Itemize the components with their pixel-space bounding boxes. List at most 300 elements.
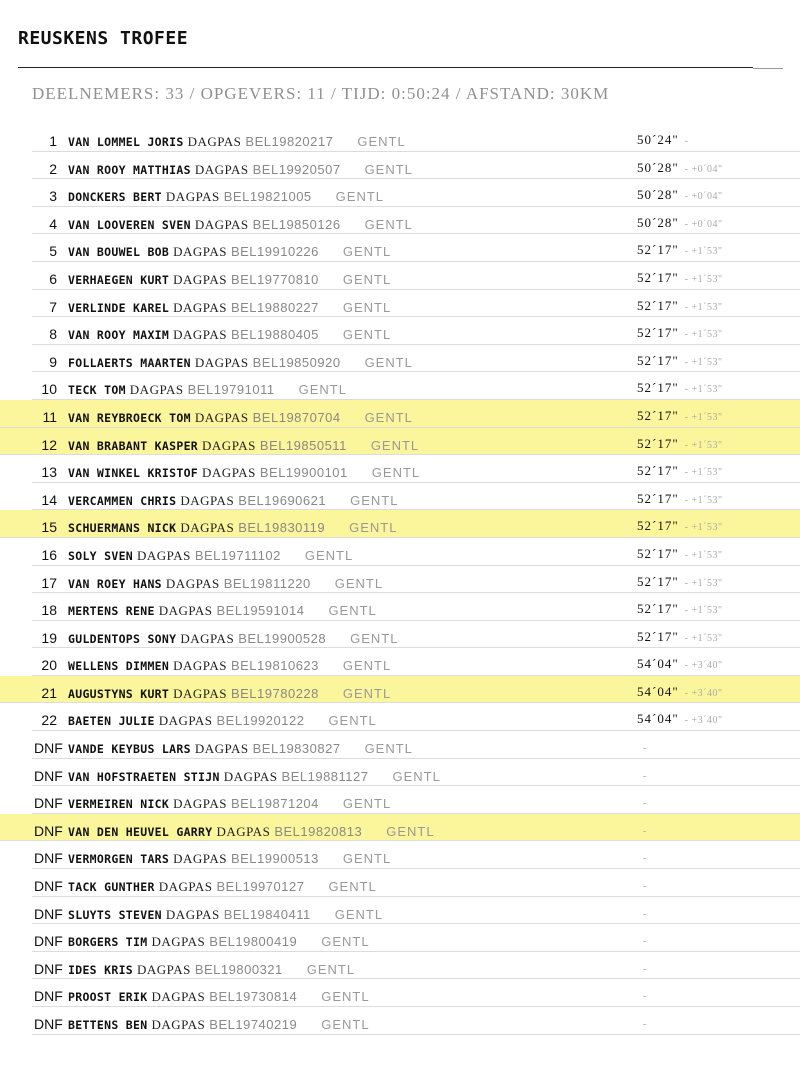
result-row [32, 234, 800, 262]
finish-time-value: 52´17" [637, 545, 679, 561]
license-number: BEL19800419 [209, 934, 298, 950]
result-row [32, 455, 800, 483]
finish-time-value: 52´17" [637, 573, 679, 589]
license-number: BEL19810623 [230, 658, 319, 674]
result-row [32, 703, 800, 731]
rank: 14 [41, 491, 57, 508]
athlete [68, 327, 391, 343]
pass-type: DAGPAS [194, 741, 249, 757]
club-name: GENTL [370, 437, 420, 453]
athlete-name[interactable]: VERHAEGEN KURT [68, 272, 170, 287]
finish-time-value: 52´17" [637, 380, 679, 396]
license-number: BEL19870704 [252, 409, 341, 425]
athlete [68, 907, 383, 923]
finish-time-value: 50´28" [637, 187, 679, 203]
time-gap: - +0´04" [684, 218, 723, 230]
pass-type: DAGPAS [216, 823, 271, 839]
pass-type: DAGPAS [151, 1017, 206, 1032]
license-number: BEL19970127 [216, 879, 305, 895]
pass-type: DAGPAS [180, 520, 235, 536]
license-number: BEL19840411 [223, 906, 311, 922]
athlete-name[interactable]: VAN LOMMEL JORIS [68, 135, 184, 149]
result-row [0, 428, 800, 456]
license-number: BEL19591014 [216, 603, 305, 619]
athlete [68, 189, 384, 205]
finish-time-value: 54´04" [637, 656, 679, 672]
club-name: GENTL [321, 989, 370, 1005]
result-row [32, 1007, 800, 1035]
athlete [68, 355, 413, 371]
athlete-name[interactable]: SOLY SVEN [68, 548, 134, 563]
result-row [32, 593, 800, 621]
finish-time [637, 876, 647, 894]
rank: DNF [34, 850, 63, 867]
athlete-name[interactable]: AUGUSTYNS KURT [68, 686, 170, 701]
pass-type: DAGPAS [137, 961, 191, 977]
athlete-name[interactable]: VAN LOOVEREN SVEN [68, 217, 191, 232]
finish-time [637, 269, 723, 287]
athlete [68, 465, 420, 481]
club-name: GENTL [371, 465, 421, 481]
time-gap: - +1´53" [684, 577, 723, 589]
athlete-name[interactable]: FOLLAERTS MAARTEN [68, 355, 191, 370]
finish-time [637, 517, 723, 535]
finish-time [637, 490, 723, 508]
finish-time [637, 766, 647, 784]
license-number: BEL19880405 [230, 327, 319, 343]
license-number: BEL19791011 [187, 382, 275, 398]
club-name: GENTL [342, 685, 392, 701]
license-number: BEL19830827 [252, 741, 341, 757]
athlete [68, 741, 413, 757]
finish-time [637, 379, 723, 397]
time-gap: - [684, 136, 689, 147]
result-row [32, 897, 800, 925]
athlete [68, 382, 347, 398]
finish-time [637, 848, 647, 866]
club-name: GENTL [342, 299, 392, 315]
rank: 7 [49, 298, 57, 315]
pass-type: DAGPAS [158, 879, 213, 895]
athlete-name[interactable]: TECK TOM [68, 383, 126, 398]
finish-time-value: 52´17" [637, 242, 679, 258]
pass-type: DAGPAS [223, 768, 278, 784]
pass-type: DAGPAS [173, 685, 227, 701]
results-list [32, 124, 800, 1035]
club-name: GENTL [342, 851, 392, 867]
time-gap: - +1´53" [684, 356, 723, 368]
finish-time-value: 52´17" [637, 628, 679, 644]
time-gap: - +3´40" [684, 660, 723, 672]
pass-type: DAGPAS [173, 271, 227, 287]
athlete [68, 134, 406, 150]
finish-time [637, 241, 723, 259]
athlete-name[interactable]: VAN ROOY MATTHIAS [68, 162, 191, 177]
time-gap: - [643, 908, 647, 920]
result-row [32, 538, 800, 566]
rank: DNF [34, 795, 63, 812]
time-gap: - +0´04" [684, 163, 723, 175]
finish-time [637, 545, 723, 563]
finish-time [637, 821, 647, 839]
finish-time [637, 959, 647, 977]
rank: 6 [49, 270, 57, 287]
pass-type: DAGPAS [194, 216, 249, 232]
finish-time-value: 52´17" [637, 407, 679, 423]
time-gap: - +1´53" [684, 329, 723, 341]
rank: 11 [42, 408, 57, 425]
pass-type: DAGPAS [129, 382, 184, 398]
finish-time [637, 655, 723, 673]
result-row [0, 400, 800, 428]
athlete-name[interactable]: VERLINDE KAREL [68, 300, 170, 315]
athlete-name[interactable]: BAETEN JULIE [68, 714, 155, 729]
pass-type: DAGPAS [173, 658, 227, 674]
athlete-name[interactable]: GULDENTOPS SONY [68, 631, 177, 646]
time-gap: - [643, 881, 647, 893]
athlete-name[interactable]: SLUYTS STEVEN [68, 907, 162, 922]
finish-time-value: 52´17" [637, 463, 679, 479]
club-name: GENTL [328, 713, 377, 729]
time-gap: - [643, 798, 647, 810]
finish-time [637, 628, 723, 646]
club-name: GENTL [328, 879, 377, 895]
club-name: GENTL [350, 492, 399, 508]
pass-type: DAGPAS [180, 630, 235, 646]
time-gap: - +1´53" [684, 384, 723, 396]
athlete-name[interactable]: VANDE KEYBUS LARS [68, 742, 191, 757]
athlete-name[interactable]: SCHUERMANS NICK [68, 521, 177, 536]
finish-time [637, 931, 647, 949]
athlete-name[interactable]: BETTENS BEN [68, 1018, 148, 1032]
finish-time [637, 1014, 647, 1032]
pass-type: DAGPAS [158, 603, 213, 619]
time-gap: - +1´53" [684, 632, 723, 644]
club-name: GENTL [349, 520, 398, 536]
athlete-name[interactable]: VERMORGEN TARS [68, 852, 170, 867]
pass-type: DAGPAS [158, 713, 213, 729]
result-row [32, 124, 800, 152]
finish-time-value: 54´04" [637, 683, 679, 699]
finish-time [637, 573, 723, 591]
athlete [68, 658, 391, 674]
pass-type: DAGPAS [165, 189, 220, 205]
club-name: GENTL [342, 796, 392, 812]
club-name: GENTL [335, 189, 385, 205]
result-row [0, 814, 800, 842]
license-number: BEL19811220 [223, 575, 311, 591]
pass-type: DAGPAS [173, 244, 227, 260]
club-name: GENTL [304, 547, 354, 563]
athlete-name[interactable]: VAN REYBROECK TOM [68, 410, 191, 425]
rank: 2 [49, 160, 57, 177]
license-number: BEL19881127 [281, 768, 369, 784]
result-row [32, 979, 800, 1007]
rank: DNF [34, 878, 63, 895]
title-divider [18, 67, 753, 68]
result-row [0, 676, 800, 704]
club-name: GENTL [306, 961, 356, 977]
pass-type: DAGPAS [173, 327, 227, 343]
result-row [32, 207, 800, 235]
result-row [32, 869, 800, 897]
time-gap: - [643, 743, 647, 755]
pass-type: DAGPAS [151, 989, 206, 1005]
result-row [32, 262, 800, 290]
club-name: GENTL [321, 1017, 370, 1032]
athlete [68, 300, 391, 316]
finish-time [637, 159, 723, 177]
rank: DNF [34, 822, 63, 839]
result-row [32, 621, 800, 649]
rank: 4 [49, 215, 57, 232]
finish-time [637, 462, 723, 480]
time-gap: - [643, 853, 647, 865]
club-name: GENTL [350, 630, 399, 646]
result-row [32, 841, 800, 869]
finish-time-value: 52´17" [637, 297, 679, 313]
pass-type: DAGPAS [165, 906, 220, 922]
time-gap: - +1´53" [684, 273, 723, 285]
time-gap: - [643, 991, 647, 1003]
pass-type: DAGPAS [187, 134, 242, 149]
athlete-name[interactable]: VAN ROOY MAXIM [68, 328, 170, 343]
athlete [68, 796, 391, 812]
finish-time-value: 50´28" [637, 159, 679, 175]
time-gap: - [643, 1019, 647, 1030]
finish-time [637, 324, 723, 342]
rank: 10 [41, 381, 57, 398]
rank: 5 [49, 243, 57, 260]
pass-type: DAGPAS [180, 492, 235, 508]
athlete [68, 934, 370, 950]
license-number: BEL19740219 [209, 1017, 298, 1032]
license-number: BEL19910226 [230, 244, 319, 260]
result-row [0, 510, 800, 538]
time-gap: - +1´53" [684, 549, 723, 561]
athlete-name[interactable]: WELLENS DIMMEN [68, 659, 170, 674]
athlete-name[interactable]: BORGERS TIM [68, 935, 148, 950]
athlete-name[interactable]: VAN BRABANT KASPER [68, 438, 199, 453]
athlete [68, 962, 355, 978]
athlete-name[interactable]: PROOST ERIK [68, 990, 148, 1005]
rank: 1 [49, 133, 57, 149]
club-name: GENTL [364, 216, 413, 232]
rank: 3 [49, 188, 57, 205]
athlete-name[interactable]: VAN BOUWEL BOB [68, 245, 170, 260]
rank: 15 [41, 519, 57, 536]
license-number: BEL19800321 [194, 961, 283, 977]
license-number: BEL19711102 [194, 547, 281, 563]
pass-type: DAGPAS [194, 161, 249, 177]
athlete [68, 272, 391, 288]
club-name: GENTL [364, 354, 413, 370]
club-name: GENTL [334, 906, 384, 922]
finish-time [637, 986, 647, 1004]
license-number: BEL19821005 [223, 189, 312, 205]
result-row [32, 317, 800, 345]
pass-type: DAGPAS [173, 299, 227, 315]
license-number: BEL19871204 [230, 796, 319, 812]
club-name: GENTL [328, 603, 377, 619]
license-number: BEL19850920 [252, 354, 341, 370]
result-row [32, 759, 800, 787]
club-name: GENTL [386, 823, 435, 839]
result-row [32, 648, 800, 676]
rank: DNF [34, 933, 63, 950]
finish-time-value: 54´04" [637, 711, 679, 727]
finish-time [637, 710, 723, 728]
license-number: BEL19850511 [259, 437, 347, 453]
time-gap: - [643, 770, 647, 782]
athlete-name[interactable]: DONCKERS BERT [68, 190, 162, 205]
athlete-name[interactable]: IDES KRIS [68, 962, 134, 977]
athlete [68, 603, 377, 619]
license-number: BEL19820813 [274, 823, 363, 839]
club-name: GENTL [342, 271, 392, 287]
rank: DNF [34, 740, 63, 757]
time-gap: - +1´53" [684, 411, 723, 423]
finish-time [637, 435, 723, 453]
athlete [68, 576, 383, 592]
time-gap: - +3´40" [684, 715, 723, 727]
athlete-name[interactable]: VERMEIREN NICK [68, 797, 170, 812]
license-number: BEL19900101 [259, 465, 348, 481]
license-number: BEL19730814 [209, 989, 298, 1005]
athlete [68, 244, 391, 260]
time-gap: - +1´53" [684, 301, 723, 313]
athlete [68, 520, 397, 536]
finish-time [637, 600, 723, 618]
license-number: BEL19920122 [216, 713, 305, 729]
rank: DNF [34, 767, 63, 784]
athlete [68, 824, 435, 840]
pass-type: DAGPAS [194, 409, 249, 425]
finish-time-value: 52´17" [637, 435, 679, 451]
time-gap: - +1´53" [684, 605, 723, 617]
athlete [68, 769, 441, 785]
finish-time [637, 352, 723, 370]
finish-time-value: 52´17" [637, 518, 679, 534]
finish-time [637, 214, 723, 232]
title-divider-tail [753, 68, 783, 69]
pass-type: DAGPAS [151, 934, 206, 950]
finish-time-value: 50´24" [637, 132, 679, 147]
club-name: GENTL [342, 244, 392, 260]
time-gap: - [643, 936, 647, 948]
athlete [68, 686, 391, 702]
athlete-name[interactable]: TACK GUNTHER [68, 880, 155, 895]
finish-time [637, 186, 723, 204]
athlete [68, 162, 413, 178]
athlete-name[interactable]: VAN DEN HEUVEL GARRY [68, 824, 213, 839]
athlete [68, 879, 377, 895]
club-name: GENTL [321, 934, 370, 950]
license-number: BEL19780228 [230, 685, 319, 701]
rank: 8 [49, 326, 57, 343]
athlete [68, 410, 413, 426]
rank: 16 [41, 546, 57, 563]
time-gap: - +0´04" [684, 191, 723, 203]
club-name: GENTL [342, 658, 392, 674]
license-number: BEL19770810 [230, 271, 319, 287]
pass-type: DAGPAS [137, 547, 191, 563]
rank: 18 [41, 602, 57, 619]
time-gap: - +3´40" [684, 687, 723, 699]
license-number: BEL19690621 [238, 492, 327, 508]
page-title: REUSKENS TROFEE [18, 28, 189, 49]
athlete [68, 548, 353, 564]
athlete-name[interactable]: VAN HOFSTRAETEN STIJN [68, 769, 220, 784]
athlete-name[interactable]: MERTENS RENE [68, 604, 155, 619]
result-row [32, 372, 800, 400]
finish-time-value: 52´17" [637, 269, 679, 285]
finish-time [637, 407, 723, 425]
athlete [68, 713, 377, 729]
result-row [32, 731, 800, 759]
time-gap: - +1´53" [684, 494, 723, 506]
result-row [32, 290, 800, 318]
license-number: BEL19900528 [238, 630, 327, 646]
time-gap: - +1´53" [684, 246, 723, 258]
finish-time [637, 131, 688, 149]
license-number: BEL19900513 [230, 851, 319, 867]
finish-time-value: 52´17" [637, 325, 679, 341]
finish-time [637, 793, 647, 811]
club-name: GENTL [357, 134, 406, 149]
club-name: GENTL [364, 741, 413, 757]
finish-time [637, 683, 723, 701]
result-row [32, 786, 800, 814]
pass-type: DAGPAS [173, 796, 227, 812]
athlete [68, 217, 413, 233]
rank: 13 [41, 464, 57, 481]
license-number: BEL19830119 [238, 520, 326, 536]
athlete [68, 631, 398, 647]
club-name: GENTL [364, 161, 413, 177]
finish-time [637, 904, 647, 922]
time-gap: - +1´53" [684, 439, 723, 451]
rank: 9 [49, 353, 57, 370]
license-number: BEL19920507 [252, 161, 341, 177]
finish-time-value: 52´17" [637, 490, 679, 506]
time-gap: - +1´53" [684, 522, 723, 534]
license-number: BEL19880227 [230, 299, 319, 315]
rank: 22 [41, 712, 57, 729]
athlete-name[interactable]: VERCAMMEN CHRIS [68, 493, 177, 508]
finish-time-value: 50´28" [637, 214, 679, 230]
club-name: GENTL [298, 382, 347, 398]
race-summary: DEELNEMERS: 33 / OPGEVERS: 11 / TIJD: 0:50:24 / AFSTAND: 30KM [32, 84, 610, 103]
finish-time [637, 738, 647, 756]
athlete-name[interactable]: VAN WINKEL KRISTOF [68, 466, 199, 481]
athlete [68, 851, 391, 867]
rank: 21 [41, 684, 57, 701]
result-row [32, 179, 800, 207]
result-row [32, 924, 800, 952]
finish-time-value: 52´17" [637, 601, 679, 617]
time-gap: - [643, 825, 647, 837]
rank: 19 [41, 629, 57, 646]
time-gap: - +1´53" [684, 467, 723, 479]
club-name: GENTL [364, 409, 413, 425]
athlete-name[interactable]: VAN ROEY HANS [68, 576, 162, 591]
pass-type: DAGPAS [194, 354, 249, 370]
pass-type: DAGPAS [202, 465, 256, 481]
license-number: BEL19850126 [252, 216, 341, 232]
result-row [32, 483, 800, 511]
license-number: BEL19820217 [245, 134, 334, 149]
